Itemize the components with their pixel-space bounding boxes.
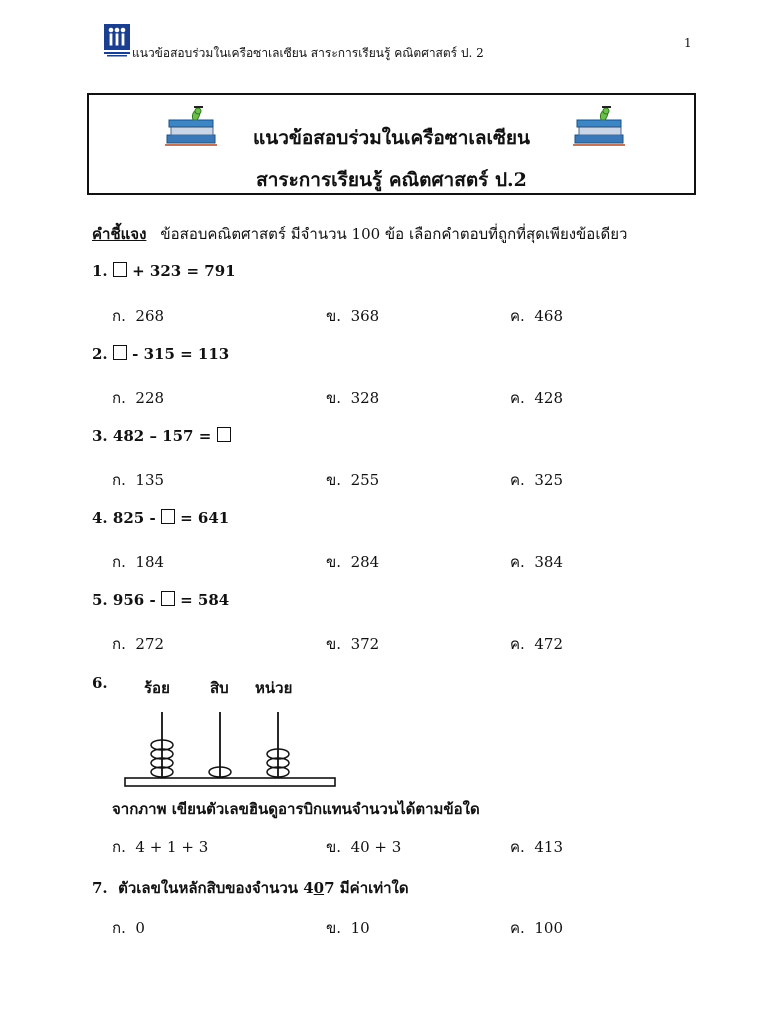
answer-blank-box <box>217 427 231 442</box>
option-b[interactable] <box>326 632 379 656</box>
option-value: 325 <box>534 471 563 489</box>
option-label: ข. <box>326 471 342 489</box>
title-box <box>87 93 696 195</box>
option-c[interactable] <box>510 468 563 492</box>
option-label: ค. <box>510 553 525 571</box>
option-b[interactable] <box>326 550 379 574</box>
question-text-before: ตัวเลขในหลักสิบของจำนวน 4 <box>118 879 314 897</box>
option-value: 328 <box>350 389 380 407</box>
option-label: ข. <box>326 389 342 407</box>
option-value: 284 <box>350 553 380 571</box>
place-label-tens: สิบ <box>210 679 229 697</box>
answer-blank-box <box>113 262 127 277</box>
option-c[interactable] <box>510 916 563 940</box>
question-text-before: 825 - <box>112 509 156 527</box>
option-label: ข. <box>326 553 342 571</box>
option-b[interactable] <box>326 916 370 940</box>
option-b[interactable] <box>326 835 401 859</box>
option-b[interactable] <box>326 468 379 492</box>
option-label: ก. <box>112 389 126 407</box>
option-value: 255 <box>350 471 380 489</box>
running-header: แนวข้อสอบร่วมในเครือซาเลเซียน สาระการเรียนรู้ คณิตศาสตร์ ป. 2 <box>132 46 484 60</box>
option-value: 368 <box>350 307 380 325</box>
question-6-number: 6. <box>92 674 108 692</box>
option-a[interactable] <box>112 304 164 328</box>
option-value: 413 <box>534 838 563 856</box>
option-label: ค. <box>510 635 525 653</box>
option-value: 100 <box>534 919 563 937</box>
option-value: 0 <box>135 919 145 937</box>
question-text-after: 7 มีค่าเท่าใด <box>324 879 409 897</box>
instructions <box>92 222 627 246</box>
question-text-after: = 584 <box>180 591 230 609</box>
question-4 <box>92 509 229 527</box>
option-value: 468 <box>534 307 563 325</box>
option-c[interactable] <box>510 835 563 859</box>
question-1 <box>92 262 236 280</box>
page-number: 1 <box>684 36 692 50</box>
option-a[interactable] <box>112 916 145 940</box>
option-value: 4 + 1 + 3 <box>135 838 209 856</box>
question-text-before: 482 – 157 = <box>112 427 212 445</box>
question-number: 1. <box>92 262 108 280</box>
option-value: 135 <box>135 471 165 489</box>
option-value: 472 <box>534 635 563 653</box>
option-label: ก. <box>112 838 126 856</box>
option-label: ข. <box>326 838 342 856</box>
option-label: ค. <box>510 919 525 937</box>
option-label: ค. <box>510 307 525 325</box>
option-value: 184 <box>135 553 165 571</box>
document-subtitle: สาระการเรียนรู้ คณิตศาสตร์ ป.2 <box>256 169 527 191</box>
option-label: ก. <box>112 635 126 653</box>
option-c[interactable] <box>510 550 563 574</box>
question-number: 7. <box>92 879 108 897</box>
option-label: ข. <box>326 307 342 325</box>
question-number: 3. <box>92 427 108 445</box>
question-3 <box>92 427 231 445</box>
option-value: 40 + 3 <box>350 838 402 856</box>
option-a[interactable] <box>112 835 208 859</box>
question-2 <box>92 345 229 363</box>
instructions-label: คำชี้แจง <box>92 225 147 243</box>
question-5 <box>92 591 229 609</box>
option-value: 384 <box>534 553 563 571</box>
option-a[interactable] <box>112 386 164 410</box>
question-7 <box>92 876 409 900</box>
option-b[interactable] <box>326 386 379 410</box>
option-a[interactable] <box>112 468 164 492</box>
option-c[interactable] <box>510 632 563 656</box>
option-label: ก. <box>112 919 126 937</box>
question-number: 5. <box>92 591 108 609</box>
option-value: 10 <box>350 919 370 937</box>
option-value: 272 <box>135 635 165 653</box>
question-number: 4. <box>92 509 108 527</box>
question-text-before: 956 - <box>112 591 156 609</box>
school-logo-icon <box>104 24 130 58</box>
instructions-text: ข้อสอบคณิตศาสตร์ มีจำนวน 100 ข้อ เลือกคำตอบที่ถูกที่สุดเพียงข้อเดียว <box>160 225 628 243</box>
answer-blank-box <box>161 509 175 524</box>
option-c[interactable] <box>510 386 563 410</box>
place-label-units: หน่วย <box>255 679 293 697</box>
underlined-digit: 0 <box>313 879 325 897</box>
option-b[interactable] <box>326 304 379 328</box>
option-label: ค. <box>510 389 525 407</box>
option-label: ข. <box>326 635 342 653</box>
abacus-base <box>125 778 335 786</box>
option-value: 268 <box>135 307 165 325</box>
option-label: ก. <box>112 307 126 325</box>
answer-blank-box <box>161 591 175 606</box>
question-number: 2. <box>92 345 108 363</box>
answer-blank-box <box>113 345 127 360</box>
question-text-after: = 641 <box>180 509 230 527</box>
document-title: แนวข้อสอบร่วมในเครือซาเลเซียน <box>252 127 531 149</box>
place-label-hundreds: ร้อย <box>144 679 170 697</box>
option-label: ค. <box>510 471 525 489</box>
option-value: 228 <box>135 389 165 407</box>
option-value: 372 <box>350 635 380 653</box>
question-6-caption: จากภาพ เขียนตัวเลขฮินดูอารบิกแทนจำนวนได้ตามข้อใด <box>112 800 480 818</box>
question-text-after: - 315 = 113 <box>132 345 230 363</box>
option-label: ข. <box>326 919 342 937</box>
option-value: 428 <box>534 389 563 407</box>
option-c[interactable] <box>510 304 563 328</box>
option-a[interactable] <box>112 550 164 574</box>
option-a[interactable] <box>112 632 164 656</box>
question-text-after: + 323 = 791 <box>132 262 236 280</box>
option-label: ค. <box>510 838 525 856</box>
option-label: ก. <box>112 471 126 489</box>
option-label: ก. <box>112 553 126 571</box>
abacus-diagram <box>124 710 336 790</box>
